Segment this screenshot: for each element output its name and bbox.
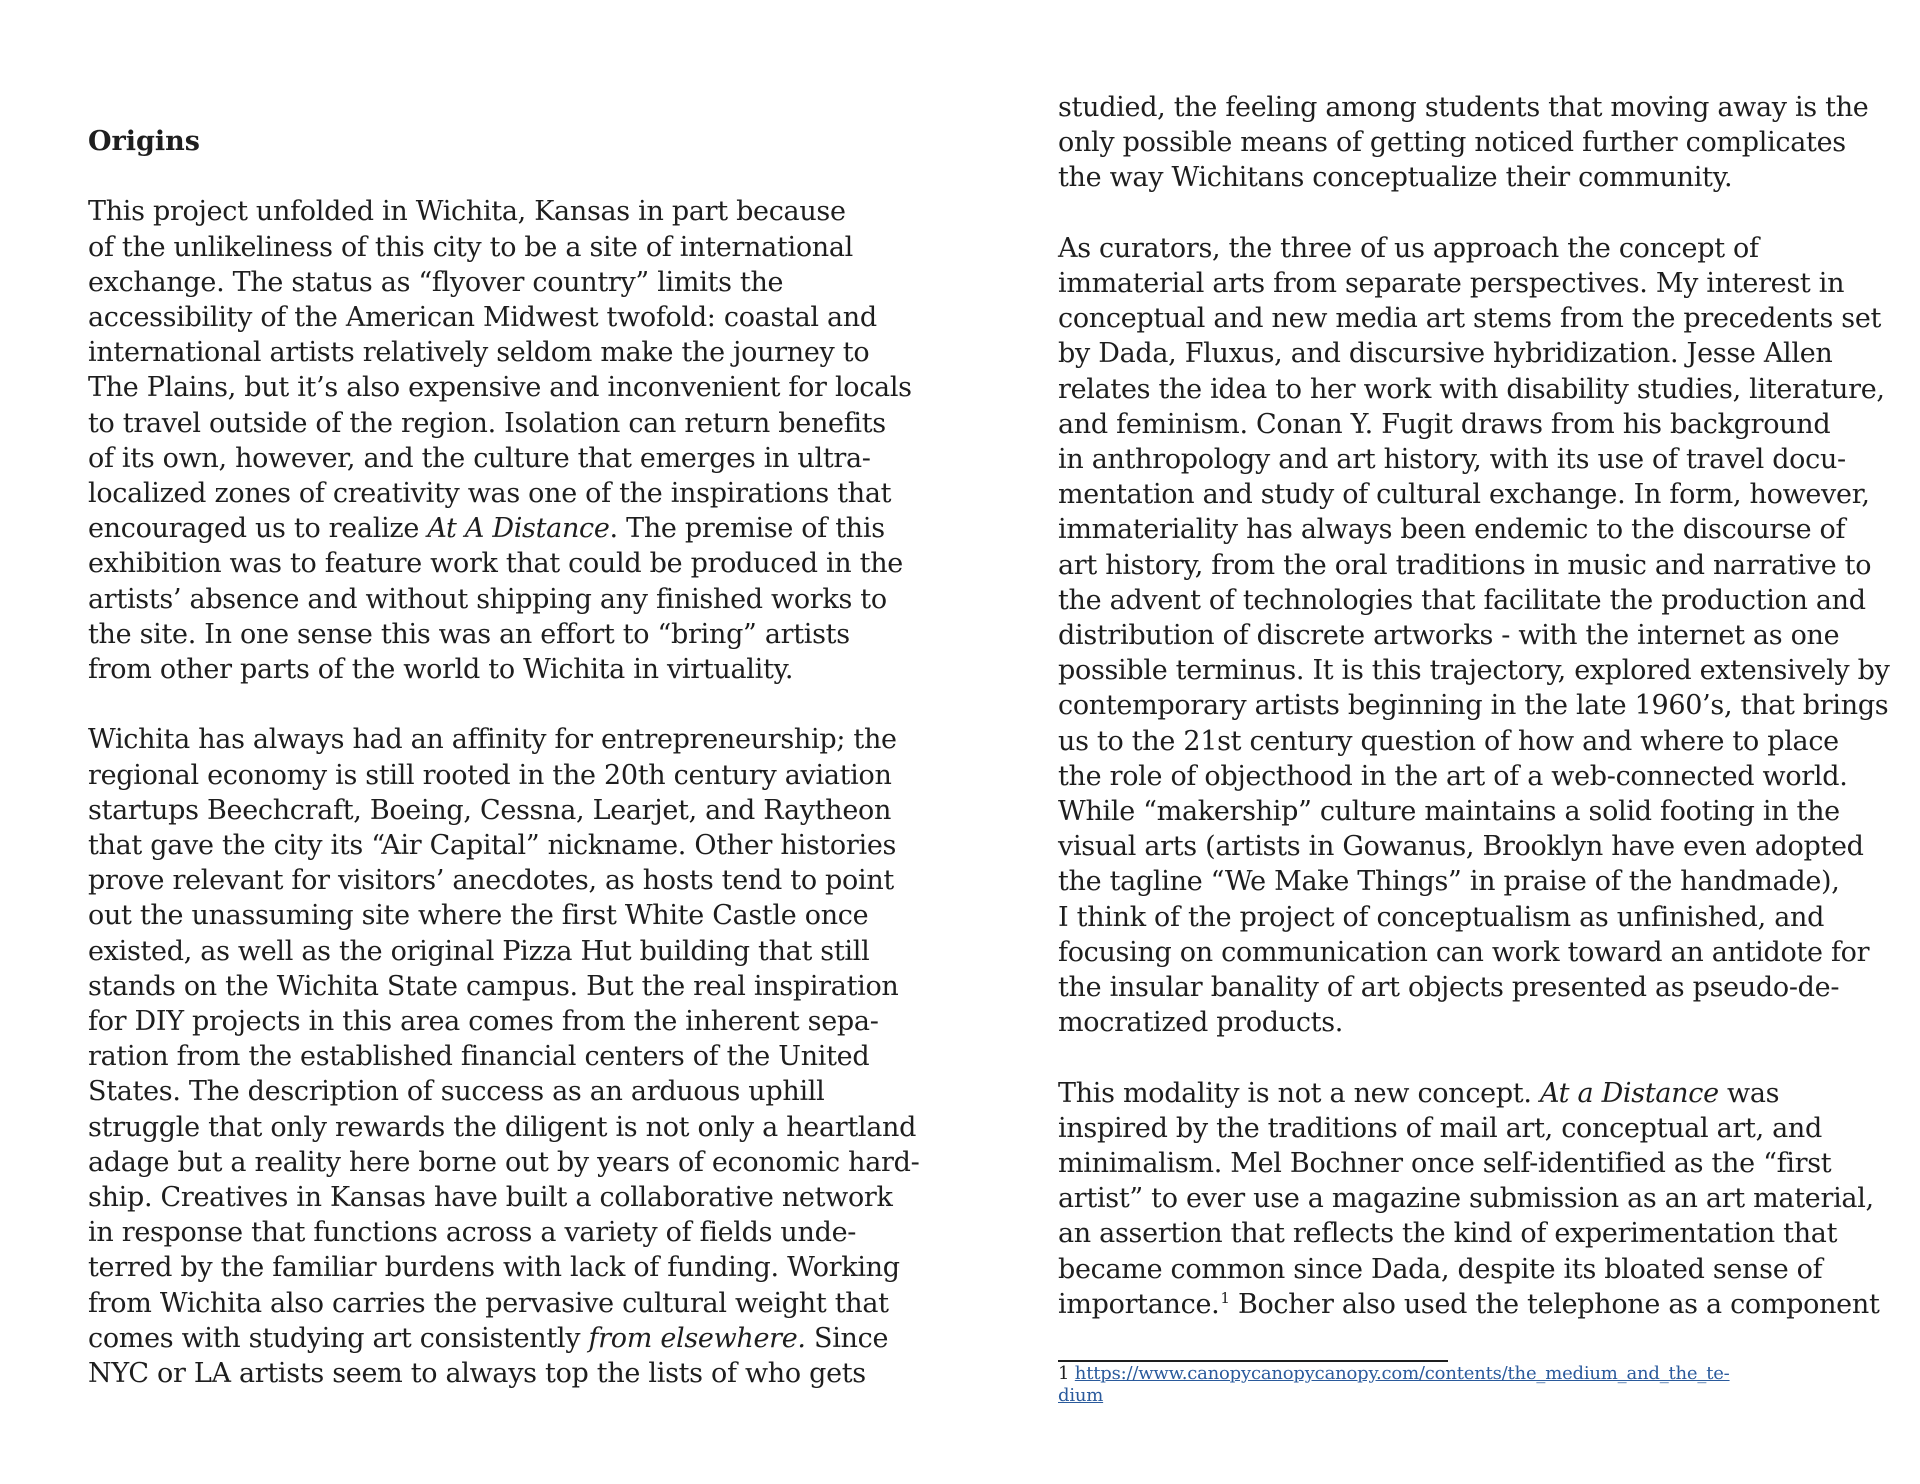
text-line: I think of the project of conceptualism as unfinished, and [1058,901,1825,933]
text-line: from other parts of the world to Wichita in virtuality. [88,654,794,686]
text-line [88,511,960,546]
footnote-link-line: dium [1058,1385,1104,1406]
text-segment: comes with studying art consistently [88,1322,589,1354]
text-line [1058,1076,1920,1111]
text-line: accessibility of the American Midwest twofold: coastal and [88,302,877,333]
text-line: localized zones of creativity was one of the inspirations that [88,478,892,510]
text-segment: importance. [1058,1288,1220,1320]
text-line: the way Wichitans conceptualize their community. [1058,162,1733,194]
text-line: international artists relatively seldom make the journey to [88,337,870,369]
text-line: States. The description of success as an arduous uphill [88,1076,825,1108]
text-line: the advent of technologies that facilitate the production and [1058,584,1866,616]
text-line: only possible means of getting noticed further complicates [1058,127,1846,159]
text-line: As curators, the three of us approach the concept of [1058,232,1759,264]
footnote-link[interactable] [1058,1363,1730,1406]
text-line: struggle that only rewards the diligent is not only a heartland [88,1111,917,1143]
text-line: mentation and study of cultural exchange. In form, however, [1058,479,1870,511]
paragraph-modality [1058,1076,1920,1322]
text-line: to travel outside of the region. Isolation can return benefits [88,407,886,439]
exhibition-title-italic: At A Distance [427,513,610,545]
text-segment: encouraged us to realize [88,513,428,545]
text-line: adage but a reality here borne out by years of economic hard- [88,1146,920,1178]
text-line: for DIY projects in this area comes from the inherent sepa- [88,1006,879,1038]
right-page [960,0,1920,1484]
text-line [88,1321,960,1356]
text-line: the site. In one sense this was an effort to “bring” artists [88,618,850,650]
text-line: in anthropology and art history, with its use of travel docu- [1058,444,1846,476]
text-line [1058,1287,1920,1322]
footnote-link-line: https://www.canopycanopycanopy.com/contents/the_medium_and_the_te- [1074,1363,1730,1384]
text-line: of the unlikeliness of this city to be a site of international [88,231,853,263]
text-segment: Bocher also used the telephone as a component [1229,1288,1880,1320]
text-line: While “makership” culture maintains a solid footing in the [1058,796,1840,828]
text-line: in response that functions across a variety of fields unde- [88,1217,857,1249]
text-line: This project unfolded in Wichita, Kansas in part because [88,196,846,228]
text-line: from Wichita also carries the pervasive cultural weight that [88,1287,889,1319]
text-line: artist” to ever use a magazine submission as an art material, [1058,1183,1874,1215]
text-line: ship. Creatives in Kansas have built a collaborative network [88,1182,893,1214]
text-line: became common since Dada, despite its bloated sense of [1058,1253,1823,1285]
section-heading: Origins [88,126,200,157]
text-segment: was [1718,1077,1780,1109]
footnote-divider [1058,1360,1448,1362]
text-line: an assertion that reflects the kind of experimentation that [1058,1218,1838,1250]
text-line: artists’ absence and without shipping any finished works to [88,583,887,615]
text-line: The Plains, but it’s also expensive and inconvenient for locals [88,372,912,404]
text-line: terred by the familiar burdens with lack of funding. Working [88,1252,900,1284]
emphasis-italic: from elsewhere. [588,1322,806,1354]
paragraph-origins-1 [88,194,960,687]
footnote-reference: 1 [1220,1288,1230,1307]
text-line: immaterial arts from separate perspectives. My interest in [1058,268,1845,299]
text-line: NYC or LA artists seem to always top the lists of who gets [88,1358,866,1390]
text-line: the insular banality of art objects presented as pseudo-de- [1058,972,1840,1004]
text-segment: Since [805,1322,889,1354]
text-segment: This modality is not a new concept. [1058,1077,1540,1109]
text-line: prove relevant for visitors’ anecdotes, as hosts tend to point [88,865,894,897]
text-line: relates the idea to her work with disability studies, literature, [1058,373,1885,405]
text-line: studied, the feeling among students that moving away is the [1058,92,1869,123]
text-line: distribution of discrete artworks - with the internet as one [1058,620,1840,652]
text-line: ration from the established financial centers of the United [88,1041,870,1073]
text-line: possible terminus. It is this trajectory, explored extensively by [1058,655,1890,687]
exhibition-title-italic: At a Distance [1539,1077,1719,1109]
text-line: visual arts (artists in Gowanus, Brooklyn have even adopted [1058,831,1864,863]
text-line: mocratized products. [1058,1007,1344,1039]
paragraph-continued [1058,90,1920,196]
text-line: of its own, however, and the culture that emerges in ultra- [88,442,871,474]
text-segment: . The premise of this [609,513,885,545]
text-line: the role of objecthood in the art of a web-connected world. [1058,760,1848,792]
paragraph-origins-2 [88,722,960,1391]
text-line: out the unassuming site where the first White Castle once [88,900,869,932]
text-line: Wichita has always had an affinity for entrepreneurship; the [88,724,897,756]
text-line: regional economy is still rooted in the 20th century aviation [88,759,892,791]
footnote [1058,1363,1730,1407]
text-line: by Dada, Fluxus, and discursive hybridization. Jesse Allen [1058,338,1833,370]
text-line: exhibition was to feature work that could be produced in the [88,548,903,580]
text-line: contemporary artists beginning in the late 1960’s, that brings [1058,690,1889,722]
text-line: art history, from the oral traditions in music and narrative to [1058,549,1872,581]
text-line: minimalism. Mel Bochner once self-identified as the “first [1058,1148,1832,1180]
text-line: stands on the Wichita State campus. But the real inspiration [88,970,899,1002]
text-line: exchange. The status as “flyover country” limits the [88,266,784,298]
text-line: inspired by the traditions of mail art, conceptual art, and [1058,1112,1823,1144]
text-line: us to the 21st century question of how and where to place [1058,725,1839,757]
paragraph-curators [1058,231,1920,1041]
text-line: existed, as well as the original Pizza Hut building that still [88,935,870,967]
text-line: focusing on communication can work toward an antidote for [1058,936,1870,968]
text-line: and feminism. Conan Y. Fugit draws from his background [1058,408,1831,440]
text-line: immateriality has always been endemic to the discourse of [1058,514,1846,546]
text-line: conceptual and new media art stems from the precedents set [1058,303,1882,335]
text-line: that gave the city its “Air Capital” nickname. Other histories [88,830,897,862]
text-line: the tagline “We Make Things” in praise of the handmade), [1058,866,1840,898]
footnote-number: 1 [1058,1363,1070,1384]
text-line: startups Beechcraft, Boeing, Cessna, Learjet, and Raytheon [88,794,892,826]
